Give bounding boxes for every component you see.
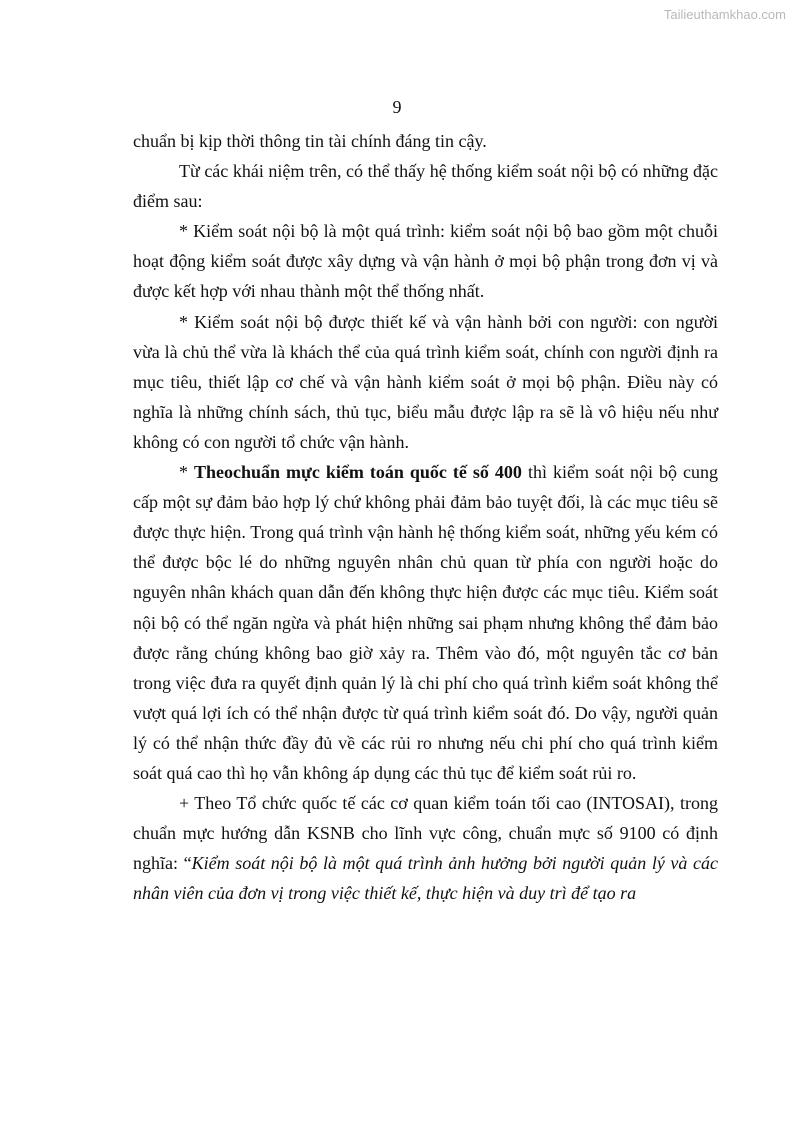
paragraph-people: * Kiểm soát nội bộ được thiết kế và vận hành bởi con người: con người vừa là chủ thể vừa là khách thể của quá trình kiểm soát, chính con người định ra mục tiêu, thiết lập cơ chế và vận hành kiểm soát ở mọi bộ phận. Điều này có nghĩa là những chính sách, thủ tục, biểu mẫu được lập ra sẽ là vô hiệu nếu như không có con người tổ chức vận hành. — [133, 311, 718, 452]
isa-400-reference: Theochuẩn mực kiểm toán quốc tế số 400 — [194, 462, 522, 483]
document-body — [133, 126, 718, 908]
intosai-definition-quote: Kiểm soát nội bộ là một quá trình ảnh hưởng bởi người quản lý và các nhân viên của đơn vị trong việc thiết kế, thực hiện và duy trì để tạo ra — [133, 853, 718, 904]
isa-400-text: thì kiểm soát nội bộ cung cấp một sự đảm bảo hợp lý chứ không phải đảm bảo tuyệt đối, là các mục tiêu sẽ được thực hiện. Trong quá trình vận hành hệ thống kiểm soát, những yếu kém có thể được bộc lé do những nguyên nhân chủ quan từ phía con người hoặc do nguyên nhân khách quan dẫn đến không thực hiện được các mục tiêu. Kiểm soát nội bộ có thể ngăn ngừa và phát hiện những sai phạm nhưng không thể đảm bảo được rằng chúng không bao giờ xảy ra. Thêm vào đó, một nguyên tắc cơ bản trong việc đưa ra quyết định quản lý là chi phí cho quá trình kiểm soát không thể vượt quá lợi ích có thể nhận được từ quá trình kiểm soát đó. Do vậy, người quản lý có thể nhận thức đầy đủ về các rủi ro nhưng nếu chi phí cho quá trình kiểm soát quá cao thì họ vẫn không áp dụng các thủ tục để kiểm soát rủi ro. — [133, 462, 719, 783]
paragraph-intosai — [133, 788, 718, 908]
watermark: Tailieuthamkhao.com — [663, 7, 786, 22]
paragraph-isa-400 — [133, 457, 718, 788]
bullet-marker: * — [179, 462, 195, 483]
paragraph-continuation: chuẩn bị kịp thời thông tin tài chính đáng tin cậy. — [133, 131, 487, 151]
page-number: 9 — [392, 97, 402, 117]
intosai-text: + Theo Tổ chức quốc tế các cơ quan kiểm toán tối cao (INTOSAI), trong chuẩn mực hướng dẫn KSNB cho lĩnh vực công, chuẩn mực số 9100 có định nghĩa: “ — [133, 793, 718, 874]
paragraph-process: * Kiểm soát nội bộ là một quá trình: kiểm soát nội bộ bao gồm một chuỗi hoạt động kiểm soát được xây dựng và vận hành ở mọi bộ phận trong đơn vị và được kết hợp với nhau thành một thể thống nhất. — [133, 221, 718, 302]
paragraph-intro: Từ các khái niệm trên, có thể thấy hệ thống kiểm soát nội bộ có những đặc điểm sau: — [133, 161, 718, 212]
